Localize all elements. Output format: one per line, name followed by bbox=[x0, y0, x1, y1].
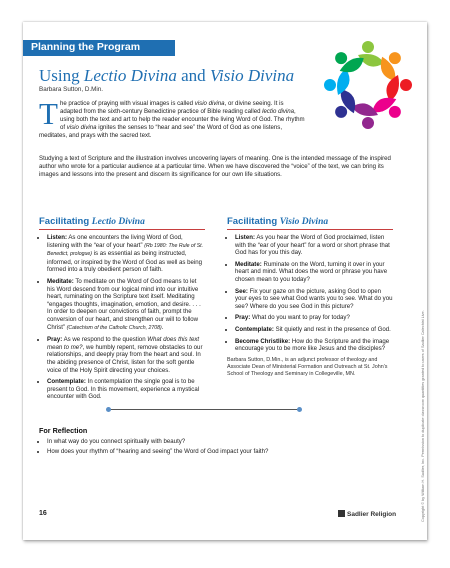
heading-em: Lectio Divina bbox=[91, 217, 145, 227]
heading-em: Visio Divina bbox=[279, 217, 329, 227]
body-text: Sit quietly and rest in the presence of God. bbox=[273, 325, 391, 333]
step-term: Pray: bbox=[47, 336, 63, 344]
step-term: Meditate: bbox=[235, 260, 262, 268]
publisher-name: Sadlier Religion bbox=[347, 511, 397, 518]
step-term: Meditate: bbox=[47, 277, 74, 285]
body-text: As you hear the Word of God proclaimed, listen with the “ear of your heart” for a word or short phrase that God has for you this day. bbox=[235, 234, 390, 257]
body-paragraph: Studying a text of Scripture and the illustration involves uncovering layers of meaning. One is the intended message of the inspired author who wrote for a particular audience at a particular time. When we have discovered the “voice” of the text, we can bring its images and lessons into the present and discern its significance for our own life situations. bbox=[39, 155, 391, 178]
italic-text: visio divina bbox=[194, 100, 225, 107]
reflection-list bbox=[39, 438, 359, 456]
publisher-logo bbox=[338, 510, 396, 518]
list-item bbox=[47, 234, 205, 274]
italic-text: What does this text mean to me? bbox=[47, 336, 200, 351]
author-byline: Barbara Sutton, D.Min. bbox=[39, 86, 104, 93]
list-item: • In what way do you connect spiritually with beauty? bbox=[47, 438, 359, 446]
intro-paragraph bbox=[39, 96, 307, 140]
visio-steps-list bbox=[227, 234, 393, 353]
list-item bbox=[235, 288, 393, 311]
section-banner bbox=[23, 40, 175, 56]
body-text: As one encounters the living Word of God, listening with the “ear of your heart” bbox=[47, 234, 183, 249]
page-number: 16 bbox=[39, 510, 47, 517]
author-bio: Barbara Sutton, D.Min., is an adjunct professor of theology and Associate Dean of Ministerial Formation and Outreach at St. John’s School of Theology and Seminary in Collegeville, MN. bbox=[227, 356, 388, 377]
copyright-text: Copyright © by William H. Sadlier, Inc. Permission to duplicate classroom quantities granted to users of Sadlier Catechist Live. bbox=[421, 310, 425, 522]
lectio-steps-list bbox=[39, 234, 205, 401]
italic-text: (Rb 1980: The Rule of St. Benedict, prologue) bbox=[47, 242, 204, 258]
step-term: Pray: bbox=[235, 314, 251, 322]
body-text: , using both the text and art to help the reader encounter the living Word of God. The rhythm of bbox=[59, 108, 305, 131]
heading-text: Facilitating bbox=[39, 216, 92, 227]
section-banner-label: Planning the Program bbox=[31, 41, 141, 53]
body-text: is as essential as being instructed, informed, or inspired by the Word of God as well as being formed into a truly obedient person of faith. bbox=[47, 250, 203, 274]
list-item bbox=[47, 378, 205, 401]
title-lectio: Lectio Divina bbox=[83, 66, 177, 85]
lectio-column bbox=[39, 216, 205, 405]
body-text: he practice of praying with visual images is called bbox=[59, 100, 195, 107]
page-title bbox=[39, 66, 294, 86]
title-text: Using bbox=[39, 66, 84, 85]
copyright-notice bbox=[421, 310, 425, 526]
reflection-section bbox=[39, 426, 359, 458]
body-text: , or divine seeing. It is adapted from the sixth-century Benedictine practice of Bible reading called bbox=[59, 100, 284, 115]
body-text: ignites the senses to “hear and see” the Word of God as one listens, meditates, and prays with the sacred text. bbox=[39, 124, 283, 139]
list-item bbox=[235, 261, 393, 284]
title-visio: Visio Divina bbox=[209, 66, 295, 85]
document-page bbox=[23, 22, 427, 540]
step-term: Listen: bbox=[47, 234, 67, 241]
italic-text: (Catechism of the Catholic Church, 2708) bbox=[66, 324, 162, 331]
step-term: See: bbox=[235, 287, 248, 295]
drop-cap: T bbox=[39, 96, 58, 131]
body-text: Fix your gaze on the picture, asking God to open your eyes to see what God wants you to see. What do you see? Where do you see God in this picture? bbox=[235, 287, 393, 310]
visio-column bbox=[227, 216, 393, 378]
list-item bbox=[235, 314, 393, 322]
body-text: As we respond to the question bbox=[62, 336, 148, 344]
heading-text: Facilitating bbox=[227, 216, 280, 227]
heading-rule bbox=[227, 229, 393, 230]
visio-heading bbox=[227, 216, 393, 227]
body-text: To meditate on the Word of God means to let his Word descend from our logical mind into our intuitive heart, ruminating on the Scripture text itself. Meditating “engages thoughts, imagination, emotion, and desire. . . . In order to deepen our convictions of faith, prompt the conversion of our heart, and strengthen our will to follow Christ” bbox=[47, 277, 201, 331]
step-term: Contemplate: bbox=[235, 325, 274, 333]
list-item bbox=[47, 278, 205, 332]
title-text: and bbox=[176, 66, 210, 85]
list-item: • How does your rhythm of “hearing and seeing” the Word of God impact your faith? bbox=[47, 448, 359, 456]
colorful-people-wheel-icon bbox=[313, 30, 423, 140]
body-text: How do the Scripture and the image encourage you to be more like Jesus and the disciples? bbox=[235, 337, 390, 353]
body-text: In contemplation the single goal is to be present to God. In this movement, experience a mystical encounter with God. bbox=[47, 378, 200, 401]
list-item bbox=[235, 338, 393, 353]
heading-rule bbox=[39, 229, 205, 230]
body-text: Ruminate on the Word, turning it over in your heart and mind. What does the word or phrase you have chosen mean to you today? bbox=[235, 260, 388, 283]
step-term: Become Christlike: bbox=[235, 337, 291, 345]
reflection-heading: For Reflection bbox=[39, 426, 88, 435]
step-term: Listen: bbox=[235, 234, 255, 241]
list-item bbox=[235, 234, 393, 257]
italic-text: visio divina bbox=[66, 124, 97, 131]
body-text: . bbox=[161, 323, 164, 331]
lectio-heading bbox=[39, 216, 205, 227]
sadlier-logo-icon bbox=[338, 510, 345, 517]
list-item bbox=[235, 326, 393, 334]
step-term: Contemplate: bbox=[47, 378, 86, 386]
list-item bbox=[47, 336, 205, 374]
intro-text bbox=[39, 96, 305, 139]
body-text: What do you want to pray for today? bbox=[250, 314, 350, 322]
body-text: , we humbly repent, remove obstacles to our relationships, and deeply pray from the heart and soul. In the abiding presence of Christ, listen for the soft gentle voice of the Holy Spirit directing your choices. bbox=[47, 343, 203, 374]
section-divider bbox=[109, 409, 299, 410]
italic-text: lectio divina bbox=[262, 108, 295, 115]
